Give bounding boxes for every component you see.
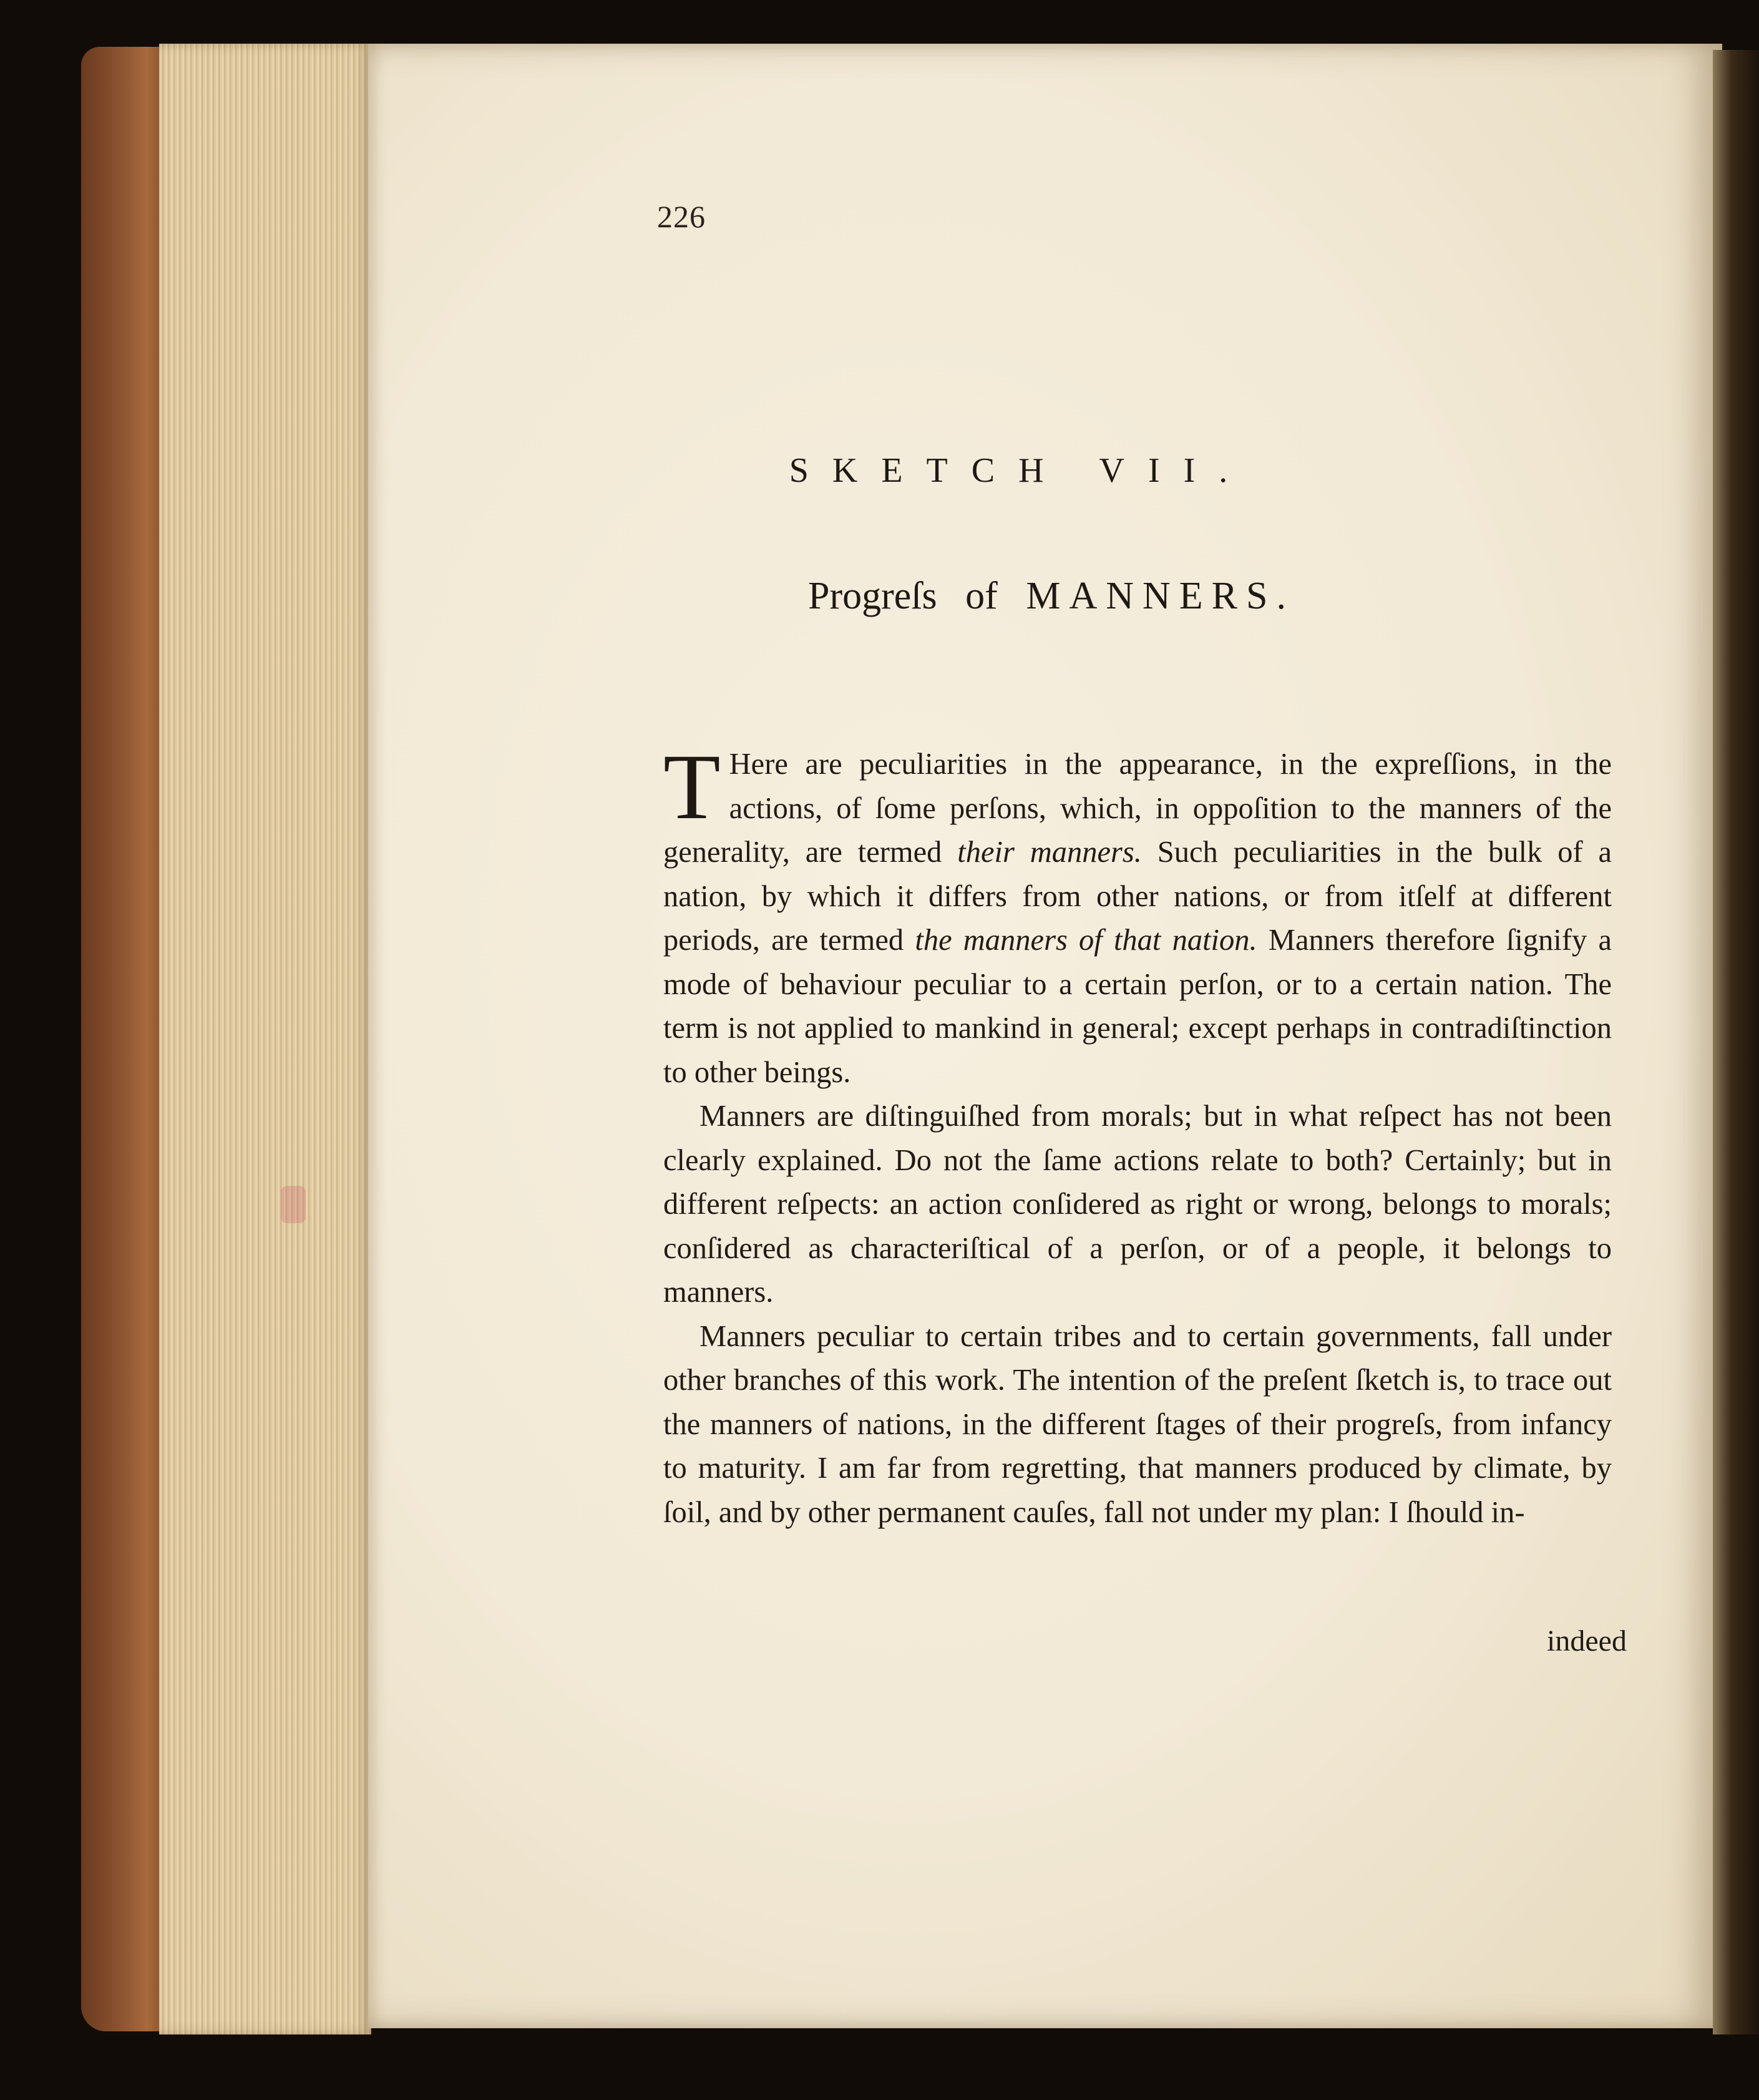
body-text: [663, 735, 1612, 1535]
chapter-title: [661, 574, 1441, 618]
page-number: 226: [657, 199, 706, 234]
paragraph-2: Manners are diſtinguiſhed from morals; but in what reſpect has not been clearly explained. Do not the ſame actions relate to both? Certainly; but in different reſpects: an action conſidered as right or wrong, belongs to morals; conſidered as characteriſtical of a perſon, or of a people, it belongs to manners.: [663, 1100, 1612, 1309]
paragraph-1-text-2: Such peculiarities in the bulk of a nation, by which it differs from other nations, or from itſelf at different periods, are termed: [663, 836, 1612, 957]
chapter-title-word-2: of: [965, 575, 998, 617]
sketch-heading: SKETCH VII.: [789, 451, 1252, 490]
ink-smudge: [281, 1186, 306, 1223]
catchword: indeed: [1547, 1624, 1627, 1658]
italic-manners-of-nation: the manners of that nation.: [915, 924, 1257, 957]
paragraph-1: [663, 735, 1612, 1095]
chapter-title-word-1: Progreſs: [808, 575, 937, 617]
page-stack-edge: [159, 44, 371, 2034]
paragraph-1-text-3: Manners therefore ſignify a mode of behaviour peculiar to a certain perſon, or to a certain nation. The term is not applied to mankind in general; except perhaps in contradiſtinction to other beings.: [663, 924, 1612, 1089]
book-gutter: [1713, 50, 1759, 2034]
chapter-title-word-3: MANNERS.: [1026, 575, 1295, 617]
paragraph-1-text: Here are peculiarities in the appearance, in the expreſſions, in the actions, of ſome perſons, which, in oppoſition to the manners of the generality, are termed: [663, 748, 1612, 869]
paragraph-3: Manners peculiar to certain tribes and to certain governments, fall under other branches of this work. The intention of the preſent ſketch is, to trace out the manners of nations, in the different ſtages of their progreſs, from infancy to maturity. I am far from regretting, that manners produced by climate, by ſoil, and by other permanent cauſes, fall not under my plan: I ſhould in-: [663, 1319, 1612, 1529]
italic-their-manners: their manners.: [957, 836, 1142, 869]
drop-cap: T: [663, 735, 721, 839]
